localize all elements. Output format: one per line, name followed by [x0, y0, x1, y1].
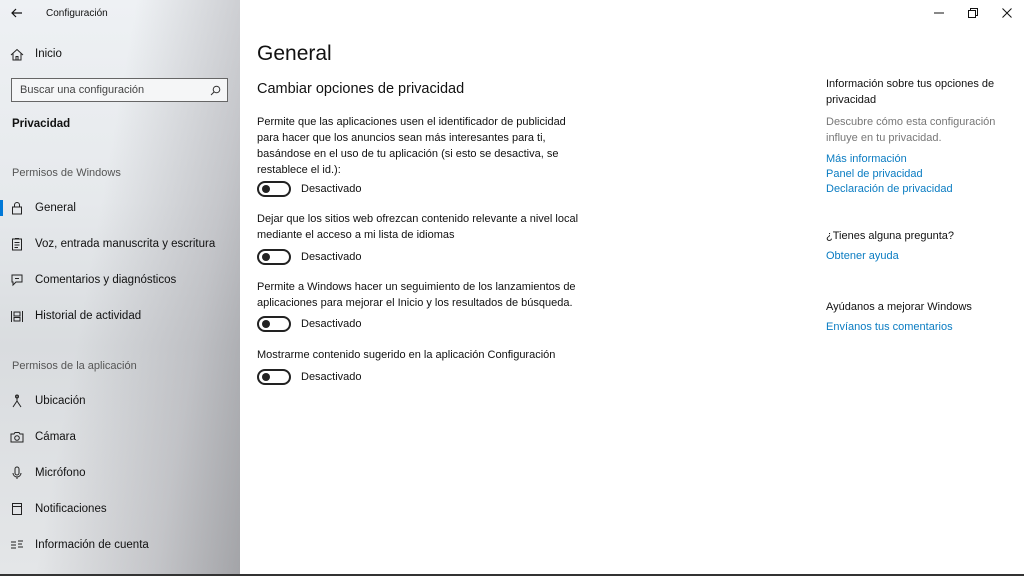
- close-button[interactable]: [990, 0, 1024, 26]
- sidebar-item-location[interactable]: [0, 384, 240, 418]
- title-bar: [0, 0, 240, 26]
- setting-suggested-content-row: [257, 369, 362, 385]
- search-box[interactable]: [11, 78, 228, 102]
- search-icon: [210, 85, 221, 96]
- suggested-content-toggle[interactable]: [257, 369, 291, 385]
- toggle-state-label: Desactivado: [301, 318, 362, 330]
- close-icon: [1002, 8, 1012, 18]
- sidebar-item-label: Voz, entrada manuscrita y escritura: [35, 238, 216, 250]
- toggle-knob: [262, 373, 270, 381]
- sidebar-item-label: Comentarios y diagnósticos: [35, 274, 177, 286]
- setting-advertising-id-desc: Permite que las aplicaciones usen el identificador de publicidad para hacer que los anuncios sean más interesantes para ti, basándose en el uso de tu aplicación (si esto se desactiva, se restablece el id.):: [257, 116, 566, 176]
- group-header-windows: Permisos de Windows: [12, 167, 121, 179]
- sidebar-item-notifications[interactable]: [0, 492, 240, 526]
- privacy-info-heading: Información sobre tus opciones de privacidad: [826, 78, 995, 106]
- section-title: Privacidad: [12, 118, 71, 130]
- privacy-info-description: Descubre cómo esta configuración influye en tu privacidad.: [826, 116, 996, 144]
- search-input[interactable]: [20, 84, 200, 96]
- restore-button[interactable]: [956, 0, 990, 26]
- question-heading: ¿Tienes alguna pregunta?: [826, 230, 955, 242]
- sidebar-item-label: General: [35, 202, 76, 214]
- get-help-link[interactable]: Obtener ayuda: [826, 250, 899, 262]
- help-panel: [826, 228, 1016, 264]
- toggle-knob: [262, 320, 270, 328]
- toggle-knob: [262, 253, 270, 261]
- group-header-app: Permisos de la aplicación: [12, 360, 137, 372]
- toggle-knob: [262, 185, 270, 193]
- setting-advertising-id-row: [257, 181, 362, 197]
- clipboard-icon: [0, 237, 34, 251]
- sidebar-item-label: Información de cuenta: [35, 539, 149, 551]
- timeline-icon: [0, 310, 34, 323]
- toggle-state-label: Desactivado: [301, 371, 362, 383]
- toggle-state-label: Desactivado: [301, 251, 362, 263]
- feedback-panel: [826, 299, 1016, 335]
- setting-language-list-desc: Dejar que los sitios web ofrezcan contenido relevante a nivel local mediante el acceso a mi lista de idiomas: [257, 213, 579, 241]
- lock-icon: [0, 201, 34, 215]
- camera-icon: [0, 431, 34, 443]
- advertising-id-toggle[interactable]: [257, 181, 291, 197]
- location-icon: [0, 394, 34, 408]
- toggle-state-label: Desactivado: [301, 183, 362, 195]
- minimize-icon: [934, 8, 944, 18]
- main-content: [240, 0, 1024, 576]
- sidebar-item-voice[interactable]: [0, 227, 240, 261]
- sidebar-item-account-info[interactable]: [0, 528, 240, 562]
- setting-suggested-content-desc: Mostrarme contenido sugerido en la aplicación Configuración: [257, 349, 556, 361]
- privacy-info-panel: [826, 76, 1016, 197]
- feedback-icon: [0, 273, 34, 287]
- restore-icon: [968, 8, 978, 18]
- privacy-dashboard-link[interactable]: Panel de privacidad: [826, 168, 923, 180]
- privacy-statement-link[interactable]: Declaración de privacidad: [826, 183, 953, 195]
- back-button[interactable]: [0, 0, 34, 26]
- sidebar-item-microphone[interactable]: [0, 456, 240, 490]
- send-feedback-link[interactable]: Envíanos tus comentarios: [826, 321, 953, 333]
- app-title: Configuración: [46, 7, 108, 19]
- setting-app-launch-tracking-desc: Permite a Windows hacer un seguimiento de los lanzamientos de aplicaciones para mejorar el Inicio y los resultados de búsqueda.: [257, 281, 576, 309]
- sidebar-item-label: Inicio: [35, 48, 62, 60]
- page-title: General: [257, 42, 332, 65]
- sidebar-item-label: Ubicación: [35, 395, 86, 407]
- sidebar-item-general[interactable]: [0, 191, 240, 225]
- sidebar-item-label: Notificaciones: [35, 503, 107, 515]
- sidebar-item-label: Micrófono: [35, 467, 86, 479]
- account-info-icon: [0, 539, 34, 551]
- minimize-button[interactable]: [922, 0, 956, 26]
- sidebar-item-label: Historial de actividad: [35, 310, 142, 322]
- back-arrow-icon: [11, 8, 23, 18]
- notifications-icon: [0, 502, 34, 516]
- window-controls: [922, 0, 1024, 26]
- setting-language-list-row: [257, 249, 362, 265]
- sidebar-item-home[interactable]: [0, 37, 240, 71]
- section-subtitle: Cambiar opciones de privacidad: [257, 81, 465, 97]
- sidebar-item-activity-history[interactable]: [0, 299, 240, 333]
- microphone-icon: [0, 466, 34, 480]
- sidebar-item-camera[interactable]: [0, 420, 240, 454]
- setting-app-launch-tracking-row: [257, 316, 362, 332]
- sidebar-item-feedback[interactable]: [0, 263, 240, 297]
- sidebar: [0, 0, 240, 576]
- improve-heading: Ayúdanos a mejorar Windows: [826, 301, 972, 313]
- sidebar-item-label: Cámara: [35, 431, 76, 443]
- app-launch-tracking-toggle[interactable]: [257, 316, 291, 332]
- language-list-toggle[interactable]: [257, 249, 291, 265]
- more-info-link[interactable]: Más información: [826, 153, 907, 165]
- home-icon: [0, 48, 34, 61]
